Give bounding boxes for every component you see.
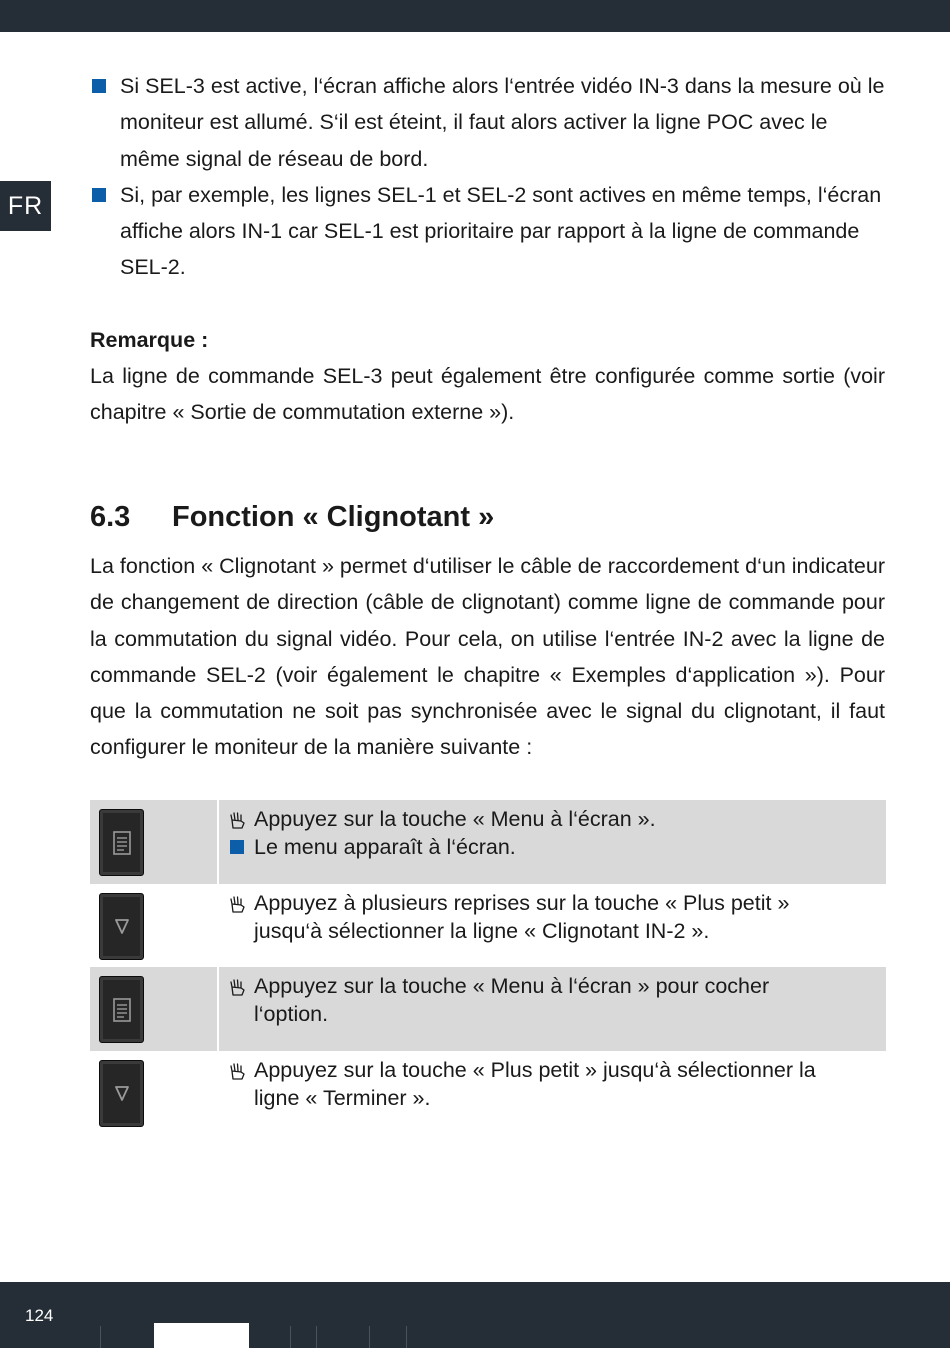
step-row [90, 884, 886, 968]
key-cell [90, 884, 219, 968]
remark-title: Remarque : [90, 328, 209, 352]
step-result [229, 833, 886, 861]
pointing-hand-icon [229, 893, 247, 921]
step-instruction-text: l‘option. [254, 1002, 329, 1026]
square-bullet-icon [230, 840, 244, 854]
pointing-hand-icon [229, 976, 247, 1004]
footer-tick [369, 1326, 370, 1348]
step-table [90, 800, 886, 1134]
footer-tick [406, 1326, 407, 1348]
top-bar [0, 0, 950, 32]
footer-tick [290, 1326, 291, 1348]
square-bullet-icon [92, 188, 106, 202]
key-cell [90, 800, 219, 884]
menu-key-icon [99, 809, 144, 876]
step-instruction-text: Appuyez à plusieurs reprises sur la touche « Plus petit » [254, 890, 790, 915]
square-bullet-icon [92, 79, 106, 93]
key-cell [90, 1051, 219, 1135]
step-instruction-text: ligne « Terminer ». [254, 1085, 431, 1110]
step-row [90, 967, 886, 1051]
step-instruction [229, 1056, 886, 1112]
bullet-text: Si SEL-3 est active, l‘écran affiche alors l‘entrée vidéo IN-3 dans la mesure où le moniteur est allumé. S‘il est éteint, il faut alors activer la ligne POC avec le même signal de réseau de bord. [120, 74, 885, 171]
key-cell [90, 967, 219, 1051]
bottom-bar [0, 1282, 950, 1348]
step-instruction [229, 805, 886, 833]
page-number: 124 [25, 1306, 54, 1325]
step-row [90, 800, 886, 884]
step-instruction-text: jusqu‘à sélectionner la ligne « Clignotant IN-2 ». [254, 918, 710, 943]
menu-key-icon [99, 976, 144, 1043]
step-text-cell [219, 967, 886, 1051]
remark-text: La ligne de commande SEL-3 peut également être configurée comme sortie (voir chapitre « Sortie de commutation externe »). [90, 364, 885, 425]
step-result-text: Le menu apparaît à l‘écran. [254, 835, 516, 859]
bullet-list [90, 68, 885, 286]
section-body: La fonction « Clignotant » permet d‘utiliser le câble de raccordement d‘un indicateur de changement de direction (câble de clignotant) comme ligne de commande pour la commutation du signal vidéo. Pour cela, on utilise l‘entrée IN-2 avec la ligne de commande SEL-2 (voir également le chapitre « Exemples d‘application »). Pour que la commutation ne soit pas synchronisée avec le signal du clignotant, il faut configurer le moniteur de la manière suivante : [90, 554, 885, 760]
step-instruction-text: Appuyez sur la touche « Menu à l‘écran ». [254, 807, 656, 831]
step-text-cell [219, 884, 886, 968]
down-key-icon [99, 893, 144, 960]
step-text-cell [219, 1051, 886, 1135]
footer-tick [316, 1326, 317, 1348]
step-instruction [229, 972, 886, 1028]
bullet-item [90, 177, 885, 286]
section-title: Fonction « Clignotant » [172, 501, 495, 533]
step-text-cell [219, 800, 886, 884]
down-key-icon [99, 1060, 144, 1127]
step-instruction [229, 889, 886, 945]
page-tab-marker [154, 1323, 249, 1348]
section-number: 6.3 [90, 501, 131, 533]
step-instruction-text: Appuyez sur la touche « Plus petit » jusqu‘à sélectionner la [254, 1057, 816, 1082]
step-row [90, 1051, 886, 1135]
language-tab: FR [0, 181, 51, 231]
step-instruction-text: Appuyez sur la touche « Menu à l‘écran » pour cocher [254, 974, 770, 998]
bullet-item [90, 68, 885, 177]
pointing-hand-icon [229, 1060, 247, 1088]
bullet-text: Si, par exemple, les lignes SEL-1 et SEL-2 sont actives en même temps, l‘écran affiche alors IN-1 car SEL-1 est prioritaire par rapport à la ligne de commande SEL-2. [120, 182, 882, 280]
section-heading [90, 497, 494, 537]
footer-tick [100, 1326, 101, 1348]
